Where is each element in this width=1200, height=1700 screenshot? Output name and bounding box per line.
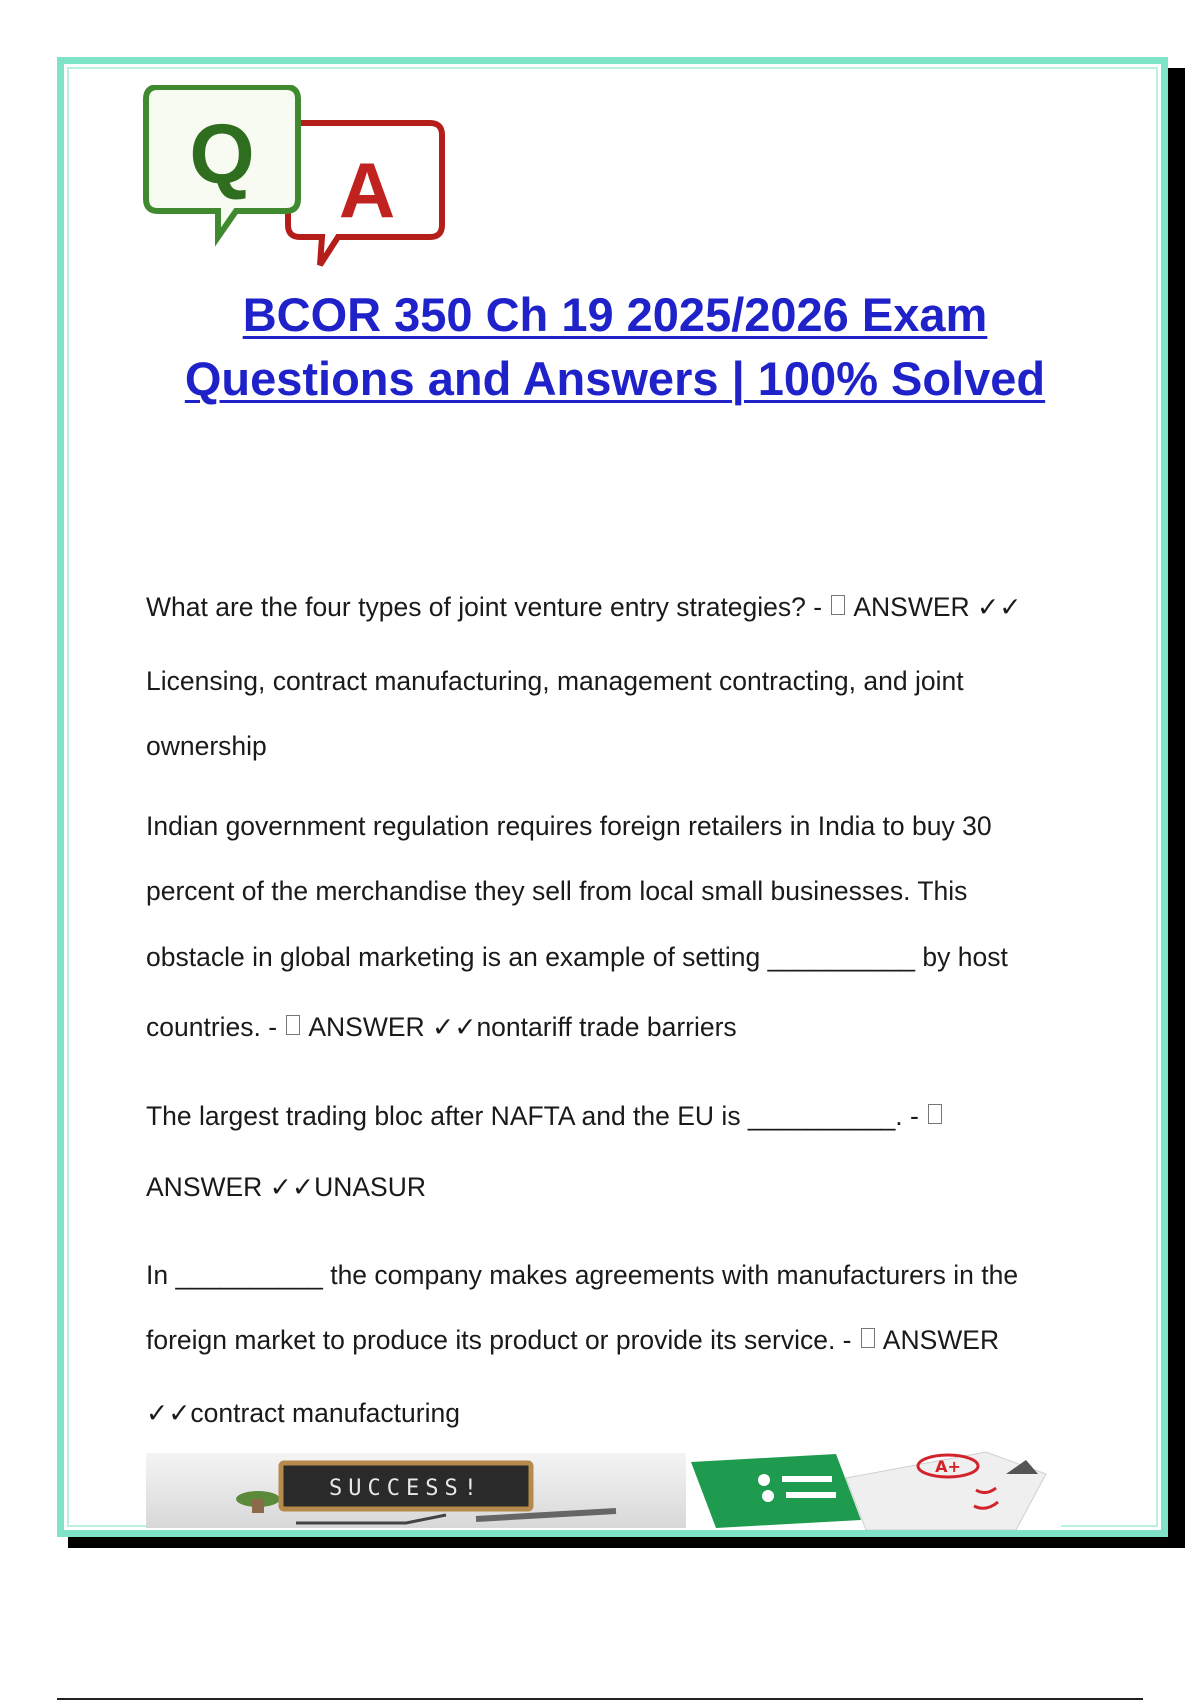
q4-line-3: ✓✓contract manufacturing [146, 1398, 460, 1428]
title-line-2: Questions and Answers | 100% Solved [184, 352, 1046, 405]
answer-marker-icon [928, 1104, 942, 1124]
q4-question-end: foreign market to produce its product or provide its service. - [146, 1325, 859, 1355]
q1-question-text: What are the four types of joint venture entry strategies? - [146, 592, 830, 622]
q1-answer-label: ANSWER ✓✓ [853, 592, 1022, 622]
q3-line-1 [146, 1101, 944, 1132]
q3-question-text: The largest trading bloc after NAFTA and the EU is __________. - [146, 1101, 927, 1131]
q2-line-1: Indian government regulation requires foreign retailers in India to buy 30 [146, 811, 992, 841]
success-banner-image [146, 1453, 686, 1528]
q1-line-1 [146, 592, 1021, 623]
success-sign-text: SUCCESS! [329, 1476, 483, 1501]
q2-answer: ANSWER ✓✓nontariff trade barriers [308, 1012, 737, 1042]
title-line-1: BCOR 350 Ch 19 2025/2026 Exam [242, 288, 988, 341]
q1-line-2: Licensing, contract manufacturing, management contracting, and joint [146, 666, 964, 696]
q2-line-3: obstacle in global marketing is an example of setting __________ by host [146, 942, 1008, 972]
grade-paper-image [686, 1450, 1061, 1530]
answer-marker-icon [286, 1015, 300, 1035]
q2-question-end: countries. - [146, 1012, 285, 1042]
a-letter: A [338, 146, 396, 234]
q4-answer-label: ANSWER [882, 1325, 1000, 1355]
document-icon [691, 1454, 861, 1528]
q4-line-2 [146, 1325, 999, 1356]
q-letter: Q [189, 107, 255, 201]
q2-line-4 [146, 1012, 737, 1043]
answer-marker-icon [861, 1328, 875, 1348]
q4-line-1: In __________ the company makes agreements with manufacturers in the [146, 1260, 1019, 1290]
page-title [150, 283, 1080, 411]
grade-text: A+ [935, 1457, 961, 1476]
qa-logo [140, 85, 485, 285]
answer-marker-icon [831, 595, 845, 615]
q2-line-2: percent of the merchandise they sell from local small businesses. This [146, 876, 968, 906]
q3-line-2: ANSWER ✓✓UNASUR [146, 1172, 426, 1202]
q1-line-3: ownership [146, 731, 267, 761]
